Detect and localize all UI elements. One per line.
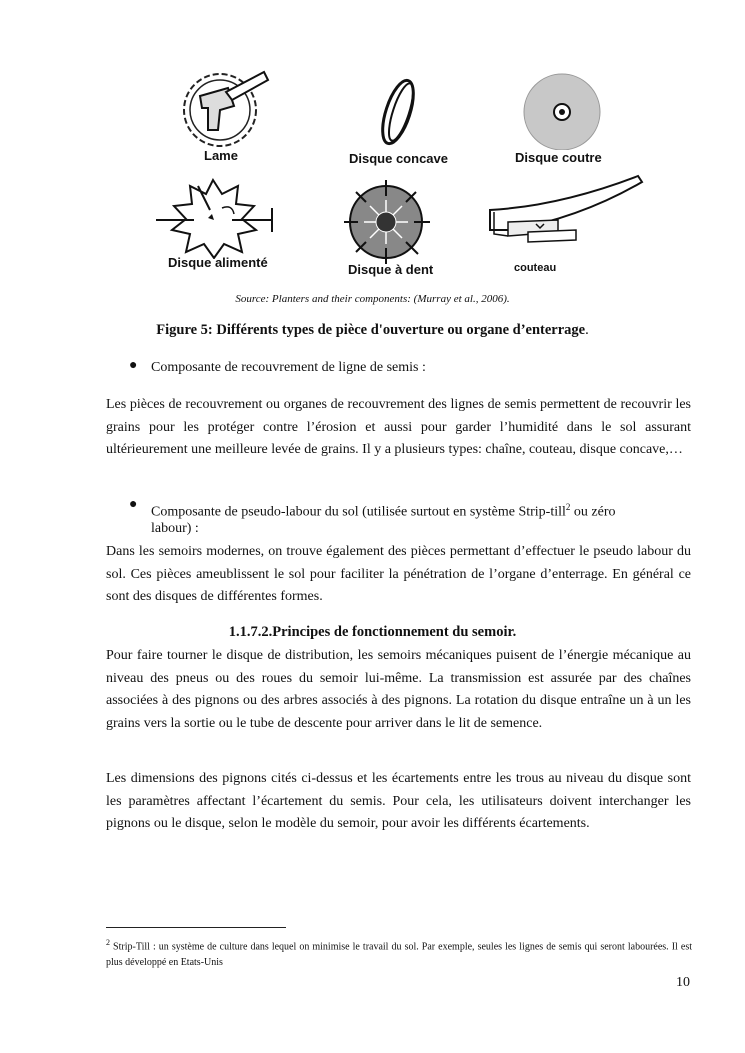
paragraph-fonctionnement: Pour faire tourner le disque de distribution, les semoirs mécaniques puisent de l’énergie mécanique au niveau des pneus ou des roues du semoir lui-même. La transmission est assurée par des chaînes associées à des pignons ou des arbres associés à des pignons. La rotation du disque entraîne un à un les grains vers la sortie ou le tube de descente pour arriver dans le lit de semence. bbox=[106, 648, 691, 731]
disque-a-dent-image bbox=[336, 176, 436, 266]
bullet-dot: ● bbox=[129, 497, 138, 512]
footnote-text: Strip-Till : un système de culture dans lequel on minimise le travail du sol. Par exemple, seules les lignes de semis qui seront labourées. Il est plus développé en Etats-Unis bbox=[106, 941, 692, 969]
paragraph-pseudo-labour: Dans les semoirs modernes, on trouve également des pièces permettant d’effectuer le pseudo labour du sol. Ces pièces ameublissent le sol pour faciliter la pénétration de l’organe d’enterrage. En général ce sont des disques de différentes formes. bbox=[106, 544, 691, 604]
label-disque-a-dent: Disque à dent bbox=[348, 262, 434, 277]
label-lame: Lame bbox=[204, 148, 238, 163]
disque-alimente-image bbox=[148, 174, 278, 259]
label-disque-alimente: Disque alimenté bbox=[168, 255, 268, 270]
bullet-dot: ● bbox=[129, 358, 138, 373]
footnote bbox=[106, 935, 692, 971]
footnote-rule bbox=[106, 927, 286, 928]
bullet-pseudo-labour-text: Composante de pseudo-labour du sol (utilisée surtout en système Strip-till bbox=[151, 504, 566, 520]
paragraph-recouvrement: Les pièces de recouvrement ou organes de recouvrement des lignes de semis permettent de recouvrir les grains pour les protéger contre l’érosion et aussi pour garder l’humidité dans le sol assurant ultérieurement une meilleure levée de grains. Il y a plusieurs types: chaîne, couteau, disque concave,… bbox=[106, 397, 691, 457]
disque-coutre-image bbox=[512, 70, 612, 150]
couteau-image bbox=[480, 170, 650, 260]
bullet-pseudo-labour-text-end: ou zéro bbox=[570, 504, 616, 520]
bullet-recouvrement: Composante de recouvrement de ligne de semis : bbox=[151, 360, 426, 375]
footnote-ref[interactable]: 2 bbox=[565, 502, 571, 512]
label-couteau: couteau bbox=[514, 262, 557, 274]
figure-caption-end: . bbox=[585, 322, 589, 338]
bullet-pseudo-labour bbox=[151, 496, 691, 524]
figure-5 bbox=[140, 62, 660, 284]
figure-caption bbox=[0, 322, 745, 339]
footnote-mark: 2 bbox=[106, 938, 110, 947]
page-number: 10 bbox=[676, 975, 690, 990]
section-heading: 1.1.7.2.Principes de fonctionnement du semoir. bbox=[228, 624, 517, 640]
figure-source: Source: Planters and their components: (Murray et al., 2006). bbox=[235, 293, 510, 305]
label-disque-concave: Disque concave bbox=[349, 151, 448, 166]
disque-concave-image bbox=[368, 74, 428, 149]
paragraph-dimensions: Les dimensions des pignons cités ci-dessus et les écartements entre les trous au niveau du disque sont les paramètres affectant l’écartement du semis. Pour cela, les utilisateurs doivent interchanger les pignons ou le disque, selon le modèle du semoir, pour avoir les différents écartements. bbox=[106, 771, 691, 831]
bullet-pseudo-labour-line2: labour) : bbox=[151, 521, 199, 536]
figure-caption-text: Figure 5: Différents types de pièce d'ouverture ou organe d’enterrage bbox=[156, 322, 586, 338]
label-disque-coutre: Disque coutre bbox=[515, 150, 602, 165]
lame-image bbox=[168, 66, 278, 151]
